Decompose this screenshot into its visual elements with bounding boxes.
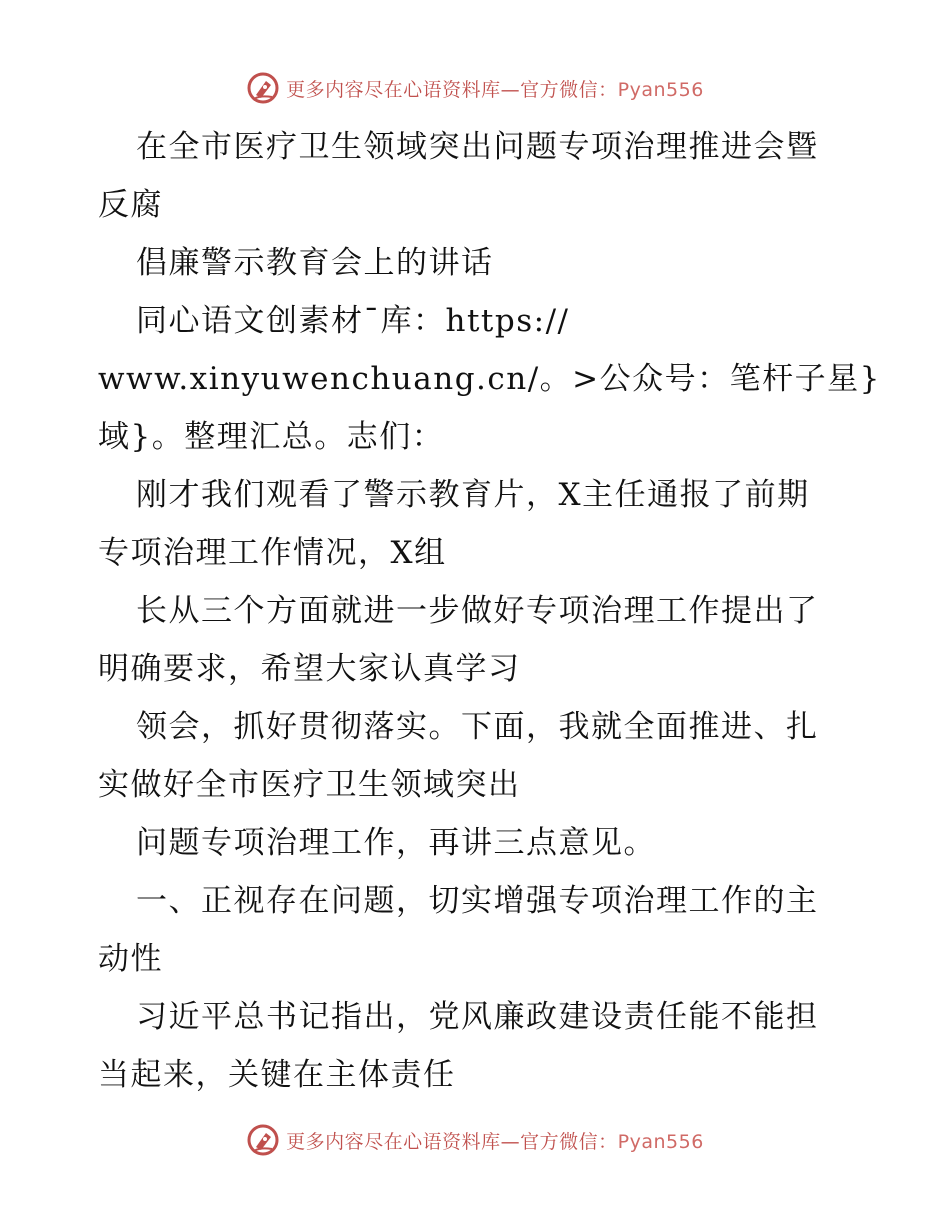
text-line: 实做好全市医疗卫生领域突出 [98,767,521,803]
watermark-id: Pyan556 [617,1130,704,1153]
text-line: 反腐 [98,187,163,223]
text-line: 长从三个方面就进一步做好专项治理工作提出了 [136,593,819,629]
document-body [98,118,881,1104]
footer-watermark [0,1120,950,1160]
header-watermark [0,68,950,108]
text-line: 明确要求，希望大家认真学习 [98,651,521,687]
text-line: 倡廉警示教育会上的讲话 [136,245,494,281]
text-line: 刚才我们观看了警示教育片，X主任通报了前期 [136,477,810,513]
text-line: 当起来，关键在主体责任 [98,1057,456,1093]
text-line: 问题专项治理工作，再讲三点意见。 [136,825,656,861]
text-line: 同心语文创素材¯库：https:// [136,303,570,339]
watermark-text: 更多内容尽在心语资料库—官方微信： [286,78,618,101]
pen-nib-circle-icon [246,1123,280,1157]
text-line: 习近平总书记指出，党风廉政建设责任能不能担 [136,999,819,1035]
pen-nib-circle-icon [246,71,280,105]
watermark-id: Pyan556 [617,78,704,101]
text-line: 一、正视存在问题，切实增强专项治理工作的主 [136,883,819,919]
text-line: 动性 [98,941,163,977]
text-line: www.xinyuwenchuang.cn/。>公众号：笔杆子星} [98,361,881,397]
text-line: 专项治理工作情况，X组 [98,535,447,571]
text-line: 域}。整理汇总。志们： [98,419,445,455]
watermark-text: 更多内容尽在心语资料库—官方微信： [286,1130,618,1153]
text-line: 领会，抓好贯彻落实。下面，我就全面推进、扎 [136,709,819,745]
text-line: 在全市医疗卫生领域突出问题专项治理推进会暨 [136,129,819,165]
